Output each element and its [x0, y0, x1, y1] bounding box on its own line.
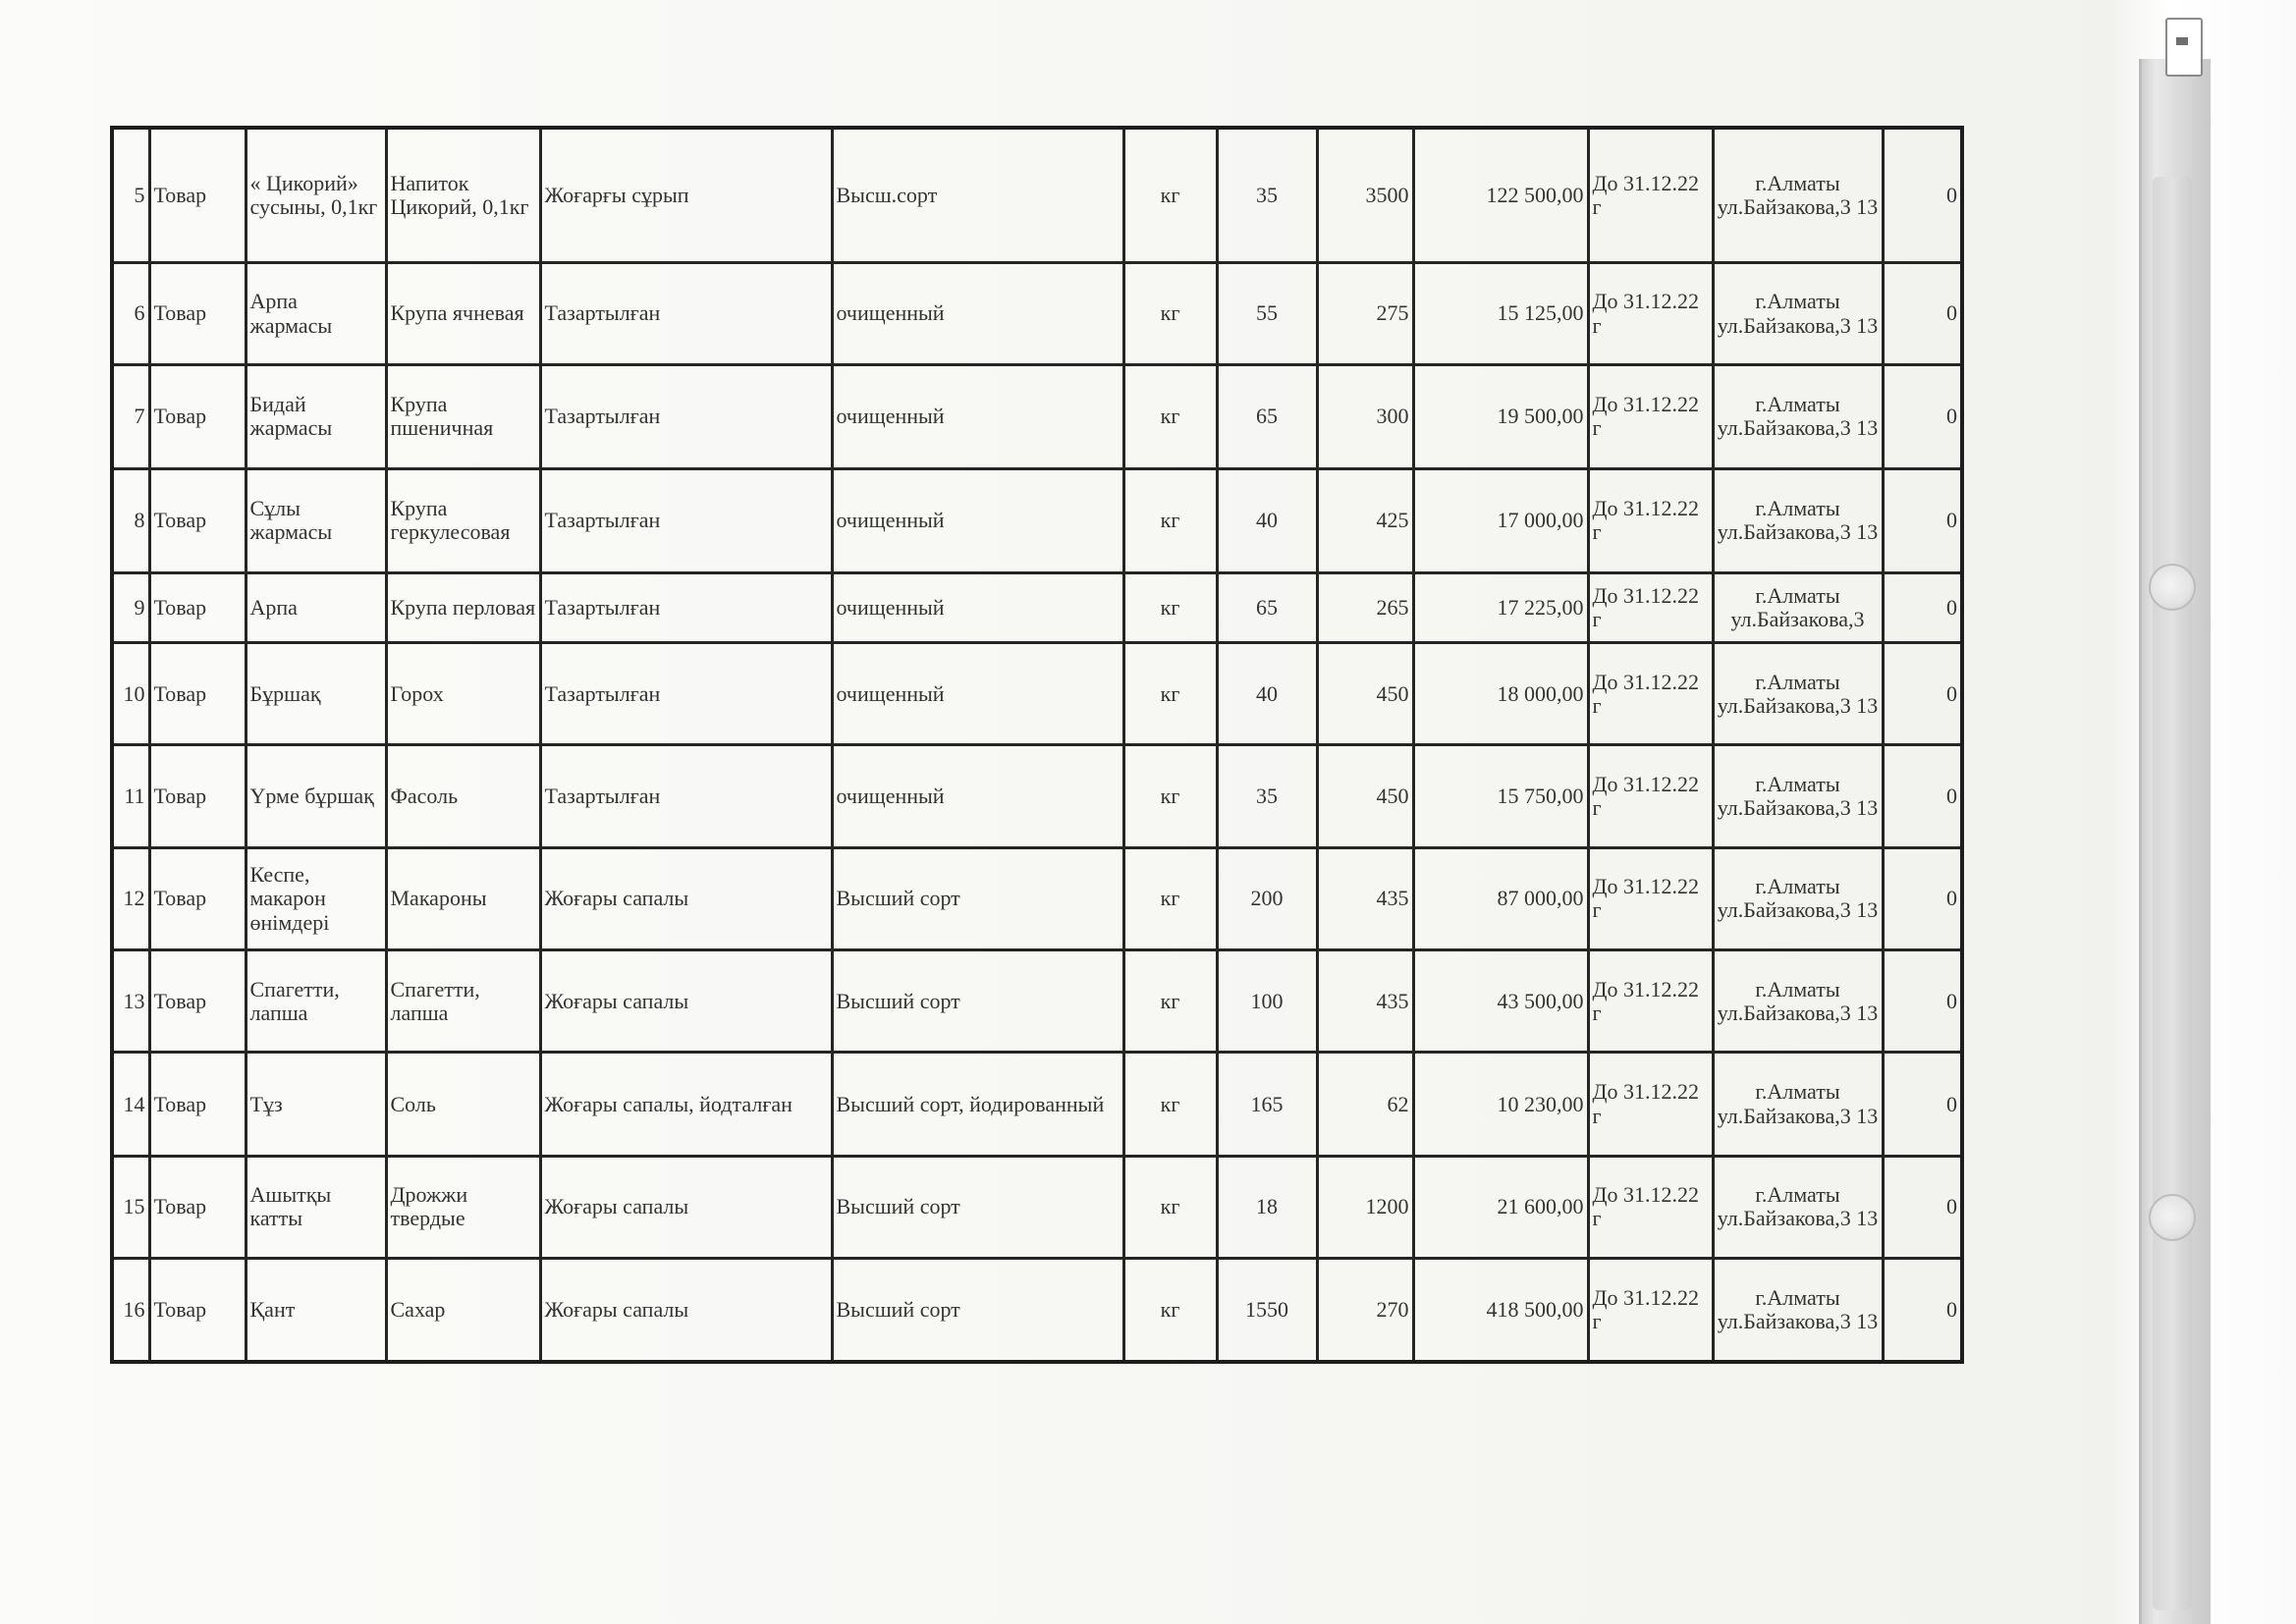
cell-quantity: 65 — [1217, 365, 1317, 468]
cell-name-kz: Бидай жармасы — [246, 365, 386, 468]
cell-delivery-address: г.Алматы ул.Байзакова,3 13 — [1713, 468, 1883, 572]
cell-unit-price: 3500 — [1317, 128, 1413, 262]
cell-last-value: 0 — [1883, 1259, 1962, 1362]
cell-unit-price: 270 — [1317, 1259, 1413, 1362]
cell-delivery-term: До 31.12.22 г — [1588, 128, 1713, 262]
cell-name-ru: Фасоль — [386, 745, 540, 847]
cell-delivery-term: До 31.12.22 г — [1588, 1156, 1713, 1258]
cell-quantity: 165 — [1217, 1053, 1317, 1156]
cell-spec-ru: Высший сорт — [832, 1259, 1123, 1362]
cell-delivery-term: До 31.12.22 г — [1588, 950, 1713, 1053]
cell-row-number: 7 — [112, 365, 149, 468]
cell-unit-price: 62 — [1317, 1053, 1413, 1156]
cell-delivery-address: г.Алматы ул.Байзакова,3 13 — [1713, 1053, 1883, 1156]
cell-name-ru: Макароны — [386, 847, 540, 949]
table-row — [112, 1053, 1962, 1156]
table-row — [112, 572, 1962, 642]
cell-delivery-address: г.Алматы ул.Байзакова,3 — [1713, 572, 1883, 642]
cell-item-type: Товар — [149, 468, 246, 572]
cell-quantity: 100 — [1217, 950, 1317, 1053]
cell-quantity: 1550 — [1217, 1259, 1317, 1362]
cell-total-sum: 15 125,00 — [1413, 262, 1588, 364]
cell-name-ru: Соль — [386, 1053, 540, 1156]
cell-quantity: 18 — [1217, 1156, 1317, 1258]
cell-unit-price: 425 — [1317, 468, 1413, 572]
cell-last-value: 0 — [1883, 1156, 1962, 1258]
cell-delivery-address: г.Алматы ул.Байзакова,3 13 — [1713, 262, 1883, 364]
cell-row-number: 14 — [112, 1053, 149, 1156]
cell-last-value: 0 — [1883, 262, 1962, 364]
cell-name-kz: Спагетти, лапша — [246, 950, 386, 1053]
cell-spec-ru: Высший сорт, йодированный — [832, 1053, 1123, 1156]
cell-delivery-address: г.Алматы ул.Байзакова,3 13 — [1713, 128, 1883, 262]
cell-name-ru: Крупа геркулесовая — [386, 468, 540, 572]
binder-clip-icon — [2165, 18, 2203, 77]
cell-unit: кг — [1123, 745, 1217, 847]
cell-row-number: 5 — [112, 128, 149, 262]
cell-spec-ru: Высший сорт — [832, 950, 1123, 1053]
cell-delivery-address: г.Алматы ул.Байзакова,3 13 — [1713, 1259, 1883, 1362]
cell-total-sum: 18 000,00 — [1413, 643, 1588, 745]
cell-delivery-address: г.Алматы ул.Байзакова,3 13 — [1713, 847, 1883, 949]
cell-delivery-term: До 31.12.22 г — [1588, 1259, 1713, 1362]
cell-spec-kz: Тазартылған — [540, 572, 832, 642]
cell-total-sum: 122 500,00 — [1413, 128, 1588, 262]
cell-last-value: 0 — [1883, 950, 1962, 1053]
cell-delivery-term: До 31.12.22 г — [1588, 262, 1713, 364]
cell-total-sum: 10 230,00 — [1413, 1053, 1588, 1156]
cell-row-number: 8 — [112, 468, 149, 572]
cell-spec-kz: Тазартылған — [540, 262, 832, 364]
cell-item-type: Товар — [149, 1259, 246, 1362]
cell-total-sum: 43 500,00 — [1413, 950, 1588, 1053]
cell-total-sum: 17 000,00 — [1413, 468, 1588, 572]
cell-spec-ru: Высш.сорт — [832, 128, 1123, 262]
cell-item-type: Товар — [149, 847, 246, 949]
cell-name-kz: Арпа жармасы — [246, 262, 386, 364]
cell-item-type: Товар — [149, 643, 246, 745]
cell-quantity: 55 — [1217, 262, 1317, 364]
cell-row-number: 10 — [112, 643, 149, 745]
cell-delivery-term: До 31.12.22 г — [1588, 468, 1713, 572]
cell-total-sum: 87 000,00 — [1413, 847, 1588, 949]
cell-quantity: 35 — [1217, 745, 1317, 847]
cell-spec-kz: Тазартылған — [540, 468, 832, 572]
cell-spec-ru: очищенный — [832, 643, 1123, 745]
cell-delivery-address: г.Алматы ул.Байзакова,3 13 — [1713, 1156, 1883, 1258]
cell-name-ru: Крупа перловая — [386, 572, 540, 642]
cell-last-value: 0 — [1883, 1053, 1962, 1156]
punch-hole-icon — [2149, 564, 2196, 611]
cell-spec-ru: очищенный — [832, 365, 1123, 468]
table-row — [112, 128, 1962, 262]
cell-delivery-address: г.Алматы ул.Байзакова,3 13 — [1713, 950, 1883, 1053]
cell-item-type: Товар — [149, 128, 246, 262]
cell-item-type: Товар — [149, 262, 246, 364]
cell-name-ru: Горох — [386, 643, 540, 745]
table-row — [112, 745, 1962, 847]
table-row — [112, 643, 1962, 745]
cell-name-kz: Бұршақ — [246, 643, 386, 745]
cell-unit: кг — [1123, 643, 1217, 745]
cell-row-number: 9 — [112, 572, 149, 642]
table-row — [112, 1156, 1962, 1258]
cell-spec-kz: Тазартылған — [540, 643, 832, 745]
cell-quantity: 40 — [1217, 643, 1317, 745]
cell-total-sum: 418 500,00 — [1413, 1259, 1588, 1362]
cell-spec-kz: Жоғары сапалы — [540, 1259, 832, 1362]
cell-delivery-term: До 31.12.22 г — [1588, 643, 1713, 745]
cell-spec-ru: Высший сорт — [832, 1156, 1123, 1258]
cell-quantity: 35 — [1217, 128, 1317, 262]
cell-name-kz: Ашытқы катты — [246, 1156, 386, 1258]
cell-name-ru: Сахар — [386, 1259, 540, 1362]
cell-total-sum: 15 750,00 — [1413, 745, 1588, 847]
cell-unit: кг — [1123, 1156, 1217, 1258]
cell-spec-ru: очищенный — [832, 262, 1123, 364]
cell-unit: кг — [1123, 572, 1217, 642]
cell-item-type: Товар — [149, 572, 246, 642]
cell-unit-price: 265 — [1317, 572, 1413, 642]
table-row — [112, 468, 1962, 572]
cell-name-ru: Спагетти, лапша — [386, 950, 540, 1053]
table-row — [112, 847, 1962, 949]
cell-item-type: Товар — [149, 1156, 246, 1258]
cell-total-sum: 17 225,00 — [1413, 572, 1588, 642]
cell-last-value: 0 — [1883, 365, 1962, 468]
cell-unit: кг — [1123, 950, 1217, 1053]
cell-delivery-term: До 31.12.22 г — [1588, 745, 1713, 847]
cell-delivery-address: г.Алматы ул.Байзакова,3 13 — [1713, 643, 1883, 745]
cell-unit: кг — [1123, 365, 1217, 468]
cell-row-number: 15 — [112, 1156, 149, 1258]
cell-quantity: 200 — [1217, 847, 1317, 949]
binder-rail-inner — [2153, 177, 2192, 1610]
cell-unit-price: 275 — [1317, 262, 1413, 364]
cell-unit-price: 1200 — [1317, 1156, 1413, 1258]
table-row — [112, 1259, 1962, 1362]
cell-spec-kz: Тазартылған — [540, 745, 832, 847]
cell-last-value: 0 — [1883, 468, 1962, 572]
cell-unit: кг — [1123, 1053, 1217, 1156]
cell-unit-price: 450 — [1317, 745, 1413, 847]
table-row — [112, 950, 1962, 1053]
table-row — [112, 262, 1962, 364]
cell-spec-kz: Жоғары сапалы — [540, 847, 832, 949]
cell-quantity: 40 — [1217, 468, 1317, 572]
cell-row-number: 12 — [112, 847, 149, 949]
cell-quantity: 65 — [1217, 572, 1317, 642]
cell-row-number: 16 — [112, 1259, 149, 1362]
cell-unit: кг — [1123, 847, 1217, 949]
cell-name-kz: Қант — [246, 1259, 386, 1362]
cell-item-type: Товар — [149, 1053, 246, 1156]
cell-total-sum: 21 600,00 — [1413, 1156, 1588, 1258]
cell-delivery-address: г.Алматы ул.Байзакова,3 13 — [1713, 365, 1883, 468]
cell-spec-kz: Жоғары сапалы — [540, 1156, 832, 1258]
cell-unit: кг — [1123, 1259, 1217, 1362]
cell-row-number: 11 — [112, 745, 149, 847]
cell-delivery-address: г.Алматы ул.Байзакова,3 13 — [1713, 745, 1883, 847]
cell-spec-ru: очищенный — [832, 572, 1123, 642]
cell-name-kz: Тұз — [246, 1053, 386, 1156]
cell-delivery-term: До 31.12.22 г — [1588, 847, 1713, 949]
cell-last-value: 0 — [1883, 128, 1962, 262]
cell-unit-price: 435 — [1317, 847, 1413, 949]
cell-delivery-term: До 31.12.22 г — [1588, 1053, 1713, 1156]
cell-item-type: Товар — [149, 745, 246, 847]
cell-last-value: 0 — [1883, 745, 1962, 847]
cell-name-kz: Кеспе, макарон өнімдері — [246, 847, 386, 949]
cell-item-type: Товар — [149, 950, 246, 1053]
cell-spec-ru: очищенный — [832, 468, 1123, 572]
cell-name-ru: Крупа пшеничная — [386, 365, 540, 468]
cell-total-sum: 19 500,00 — [1413, 365, 1588, 468]
cell-unit-price: 450 — [1317, 643, 1413, 745]
cell-last-value: 0 — [1883, 572, 1962, 642]
cell-unit: кг — [1123, 262, 1217, 364]
cell-unit-price: 300 — [1317, 365, 1413, 468]
cell-spec-ru: Высший сорт — [832, 847, 1123, 949]
cell-name-ru: Крупа ячневая — [386, 262, 540, 364]
cell-name-kz: Арпа — [246, 572, 386, 642]
cell-spec-ru: очищенный — [832, 745, 1123, 847]
cell-delivery-term: До 31.12.22 г — [1588, 572, 1713, 642]
cell-last-value: 0 — [1883, 643, 1962, 745]
cell-name-ru: Напиток Цикорий, 0,1кг — [386, 128, 540, 262]
cell-unit: кг — [1123, 128, 1217, 262]
cell-name-kz: Сұлы жармасы — [246, 468, 386, 572]
cell-unit: кг — [1123, 468, 1217, 572]
cell-spec-kz: Жоғары сапалы, йодталған — [540, 1053, 832, 1156]
cell-name-ru: Дрожжи твердые — [386, 1156, 540, 1258]
goods-table — [110, 126, 1964, 1364]
table-row — [112, 365, 1962, 468]
cell-item-type: Товар — [149, 365, 246, 468]
cell-name-kz: « Цикорий» сусыны, 0,1кг — [246, 128, 386, 262]
cell-name-kz: Үрме бұршақ — [246, 745, 386, 847]
punch-hole-icon — [2149, 1194, 2196, 1241]
cell-last-value: 0 — [1883, 847, 1962, 949]
cell-row-number: 13 — [112, 950, 149, 1053]
cell-spec-kz: Жоғары сапалы — [540, 950, 832, 1053]
cell-unit-price: 435 — [1317, 950, 1413, 1053]
cell-delivery-term: До 31.12.22 г — [1588, 365, 1713, 468]
cell-spec-kz: Тазартылған — [540, 365, 832, 468]
cell-spec-kz: Жоғарғы сұрып — [540, 128, 832, 262]
cell-row-number: 6 — [112, 262, 149, 364]
